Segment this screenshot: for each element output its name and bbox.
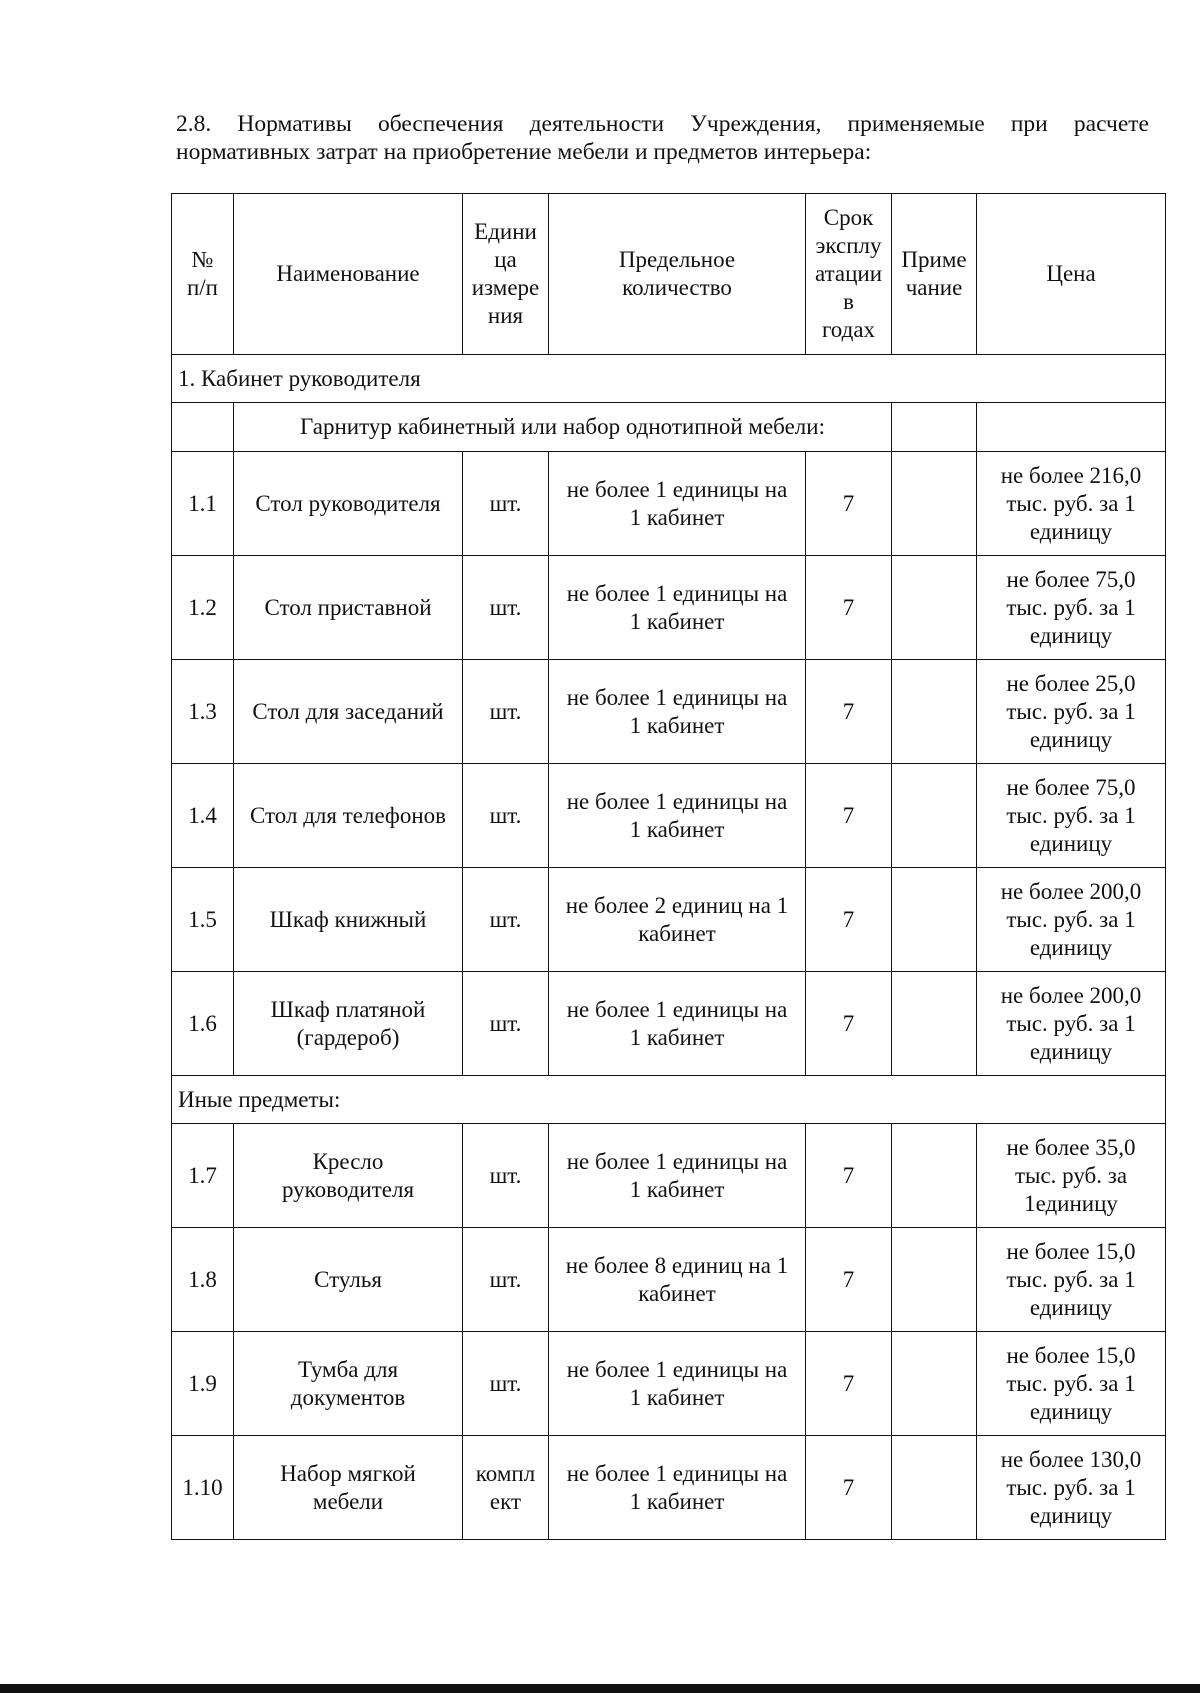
cell-term	[806, 764, 892, 868]
cell-num	[172, 972, 234, 1076]
cell-limit	[549, 1228, 806, 1332]
cell-num-text: 1.6	[188, 1010, 217, 1036]
cell-unit	[463, 452, 549, 556]
empty-cell	[977, 403, 1166, 452]
cell-term	[806, 972, 892, 1076]
cell-unit-text: шт.	[489, 594, 522, 620]
cell-name-text: Стол для заседаний	[252, 698, 444, 724]
cell-term-text: 7	[842, 1162, 855, 1188]
cell-num	[172, 660, 234, 764]
cell-price	[977, 660, 1166, 764]
cell-price	[977, 1332, 1166, 1436]
cell-term-text: 7	[842, 1370, 855, 1396]
cell-note	[892, 556, 977, 660]
cell-price-text: не более 15,0 тыс. руб. за 1 единицу	[1006, 1238, 1136, 1320]
cell-price-text: не более 200,0 тыс. руб. за 1 единицу	[1000, 982, 1142, 1064]
cell-unit-text: шт.	[489, 698, 522, 724]
table-row	[172, 660, 1166, 764]
furniture-norms-table	[171, 193, 1166, 1540]
section-row	[172, 1076, 1166, 1124]
cell-limit-text: не более 1 единицы на 1 кабинет	[566, 684, 788, 738]
cell-unit	[463, 972, 549, 1076]
cell-unit	[463, 868, 549, 972]
subheading-row	[172, 403, 1166, 452]
cell-price-text: не более 200,0 тыс. руб. за 1 единицу	[1000, 878, 1142, 960]
table-row	[172, 972, 1166, 1076]
cell-price	[977, 1436, 1166, 1540]
section-row	[172, 355, 1166, 403]
cell-term-text: 7	[842, 490, 855, 516]
section-title: 1. Кабинет руководителя	[172, 355, 1166, 403]
cell-unit	[463, 1124, 549, 1228]
cell-limit	[549, 452, 806, 556]
intro-line-1	[176, 110, 1149, 138]
cell-limit-text: не более 2 единиц на 1 кабинет	[565, 892, 789, 946]
bottom-border-line	[0, 1684, 1200, 1693]
cell-price	[977, 1124, 1166, 1228]
intro-line-2: нормативных затрат на приобретение мебели и предметов интерьера:	[176, 139, 872, 165]
empty-cell	[892, 403, 977, 452]
cell-term	[806, 1228, 892, 1332]
cell-limit	[549, 660, 806, 764]
header-name: Наименование	[234, 194, 463, 355]
cell-term	[806, 1436, 892, 1540]
cell-term-text: 7	[842, 802, 855, 828]
cell-num-text: 1.5	[188, 906, 217, 932]
intro-word: при	[1010, 111, 1048, 137]
cell-num-text: 1.3	[188, 698, 217, 724]
section-title: Иные предметы:	[172, 1076, 1166, 1124]
cell-unit-text: компл ект	[475, 1460, 536, 1514]
cell-limit-text: не более 1 единицы на 1 кабинет	[566, 1356, 788, 1410]
cell-name	[234, 1332, 463, 1436]
cell-name-text: Набор мягкой мебели	[280, 1460, 416, 1514]
cell-term-text: 7	[842, 698, 855, 724]
cell-price	[977, 556, 1166, 660]
cell-limit-text: не более 8 единиц на 1 кабинет	[565, 1252, 789, 1306]
cell-unit-text: шт.	[489, 906, 522, 932]
cell-unit	[463, 1332, 549, 1436]
cell-name-text: Стол руководителя	[255, 490, 441, 516]
cell-num	[172, 556, 234, 660]
cell-limit-text: не более 1 единицы на 1 кабинет	[566, 1460, 788, 1514]
cell-unit	[463, 660, 549, 764]
cell-num-text: 1.7	[188, 1162, 217, 1188]
cell-name-text: Шкаф платяной (гардероб)	[270, 996, 426, 1050]
cell-limit	[549, 764, 806, 868]
header-note: Приме чание	[892, 194, 977, 355]
cell-num	[172, 1124, 234, 1228]
cell-name-text: Шкаф книжный	[269, 906, 427, 932]
header-limit: Предельное количество	[549, 194, 806, 355]
intro-word: обеспечения	[377, 111, 504, 137]
cell-limit	[549, 1436, 806, 1540]
cell-num-text: 1.8	[188, 1266, 217, 1292]
cell-limit	[549, 1124, 806, 1228]
cell-name	[234, 452, 463, 556]
cell-unit-text: шт.	[489, 1010, 522, 1036]
table-row	[172, 868, 1166, 972]
cell-note	[892, 1436, 977, 1540]
cell-price	[977, 764, 1166, 868]
cell-name	[234, 1228, 463, 1332]
cell-num	[172, 1228, 234, 1332]
cell-limit-text: не более 1 единицы на 1 кабинет	[566, 996, 788, 1050]
cell-num	[172, 452, 234, 556]
cell-price-text: не более 35,0 тыс. руб. за 1единицу	[1006, 1134, 1136, 1216]
cell-name	[234, 556, 463, 660]
intro-word: деятельности	[529, 111, 665, 137]
cell-unit	[463, 1436, 549, 1540]
cell-term	[806, 660, 892, 764]
cell-unit-text: шт.	[489, 802, 522, 828]
cell-unit-text: шт.	[489, 1370, 522, 1396]
cell-name	[234, 660, 463, 764]
cell-num-text: 1.9	[188, 1370, 217, 1396]
cell-name-text: Стол для телефонов	[249, 802, 447, 828]
cell-num-text: 1.10	[182, 1474, 223, 1500]
header-row	[172, 194, 1166, 355]
cell-term-text: 7	[842, 1474, 855, 1500]
cell-num	[172, 1332, 234, 1436]
cell-price-text: не более 75,0 тыс. руб. за 1 единицу	[1006, 774, 1136, 856]
cell-name	[234, 764, 463, 868]
table-row	[172, 1228, 1166, 1332]
table-row	[172, 556, 1166, 660]
cell-price	[977, 1228, 1166, 1332]
cell-unit	[463, 764, 549, 868]
header-num: № п/п	[172, 194, 234, 355]
cell-name-text: Кресло руководителя	[281, 1148, 415, 1202]
cell-price	[977, 452, 1166, 556]
cell-limit	[549, 972, 806, 1076]
cell-limit-text: не более 1 единицы на 1 кабинет	[566, 580, 788, 634]
cell-term	[806, 868, 892, 972]
cell-limit-text: не более 1 единицы на 1 кабинет	[566, 788, 788, 842]
header-price: Цена	[977, 194, 1166, 355]
cell-term-text: 7	[842, 906, 855, 932]
cell-num	[172, 1436, 234, 1540]
cell-name-text: Стулья	[314, 1266, 382, 1292]
subheading-title: Гарнитур кабинетный или набор однотипной мебели:	[234, 403, 892, 452]
cell-term	[806, 1124, 892, 1228]
cell-unit	[463, 556, 549, 660]
header-unit: Едини ца измере ния	[463, 194, 549, 355]
cell-limit	[549, 1332, 806, 1436]
cell-name-text: Стол приставной	[264, 594, 432, 620]
table-row	[172, 764, 1166, 868]
cell-price	[977, 868, 1166, 972]
intro-word: расчете	[1073, 111, 1149, 137]
cell-unit	[463, 1228, 549, 1332]
cell-note	[892, 972, 977, 1076]
cell-note	[892, 764, 977, 868]
intro-word: 2.8.	[176, 111, 212, 137]
cell-price-text: не более 130,0 тыс. руб. за 1 единицу	[1000, 1446, 1142, 1528]
cell-limit-text: не более 1 единицы на 1 кабинет	[566, 1148, 788, 1202]
cell-term-text: 7	[842, 594, 855, 620]
cell-term	[806, 556, 892, 660]
cell-note	[892, 1228, 977, 1332]
cell-num-text: 1.1	[188, 490, 217, 516]
cell-name	[234, 972, 463, 1076]
cell-num-text: 1.4	[188, 802, 217, 828]
cell-note	[892, 660, 977, 764]
table-row	[172, 1436, 1166, 1540]
cell-note	[892, 1332, 977, 1436]
table-row	[172, 1124, 1166, 1228]
cell-note	[892, 1124, 977, 1228]
cell-unit-text: шт.	[489, 1266, 522, 1292]
cell-name	[234, 868, 463, 972]
intro-word: применяемые	[847, 111, 985, 137]
cell-name-text: Тумба для документов	[290, 1356, 406, 1410]
cell-price	[977, 972, 1166, 1076]
cell-name	[234, 1124, 463, 1228]
cell-unit-text: шт.	[489, 490, 522, 516]
cell-term-text: 7	[842, 1010, 855, 1036]
empty-cell	[172, 403, 234, 452]
cell-note	[892, 868, 977, 972]
table-row	[172, 452, 1166, 556]
cell-price-text: не более 75,0 тыс. руб. за 1 единицу	[1006, 566, 1136, 648]
intro-paragraph	[176, 110, 1149, 166]
cell-limit	[549, 868, 806, 972]
cell-num	[172, 868, 234, 972]
cell-price-text: не более 216,0 тыс. руб. за 1 единицу	[1000, 462, 1142, 544]
cell-num	[172, 764, 234, 868]
cell-limit	[549, 556, 806, 660]
intro-word: Учреждения,	[690, 111, 822, 137]
header-term: Срок эксплу атации в годах	[806, 194, 892, 355]
cell-note	[892, 452, 977, 556]
intro-word: Нормативы	[237, 111, 352, 137]
cell-unit-text: шт.	[489, 1162, 522, 1188]
cell-term	[806, 1332, 892, 1436]
cell-limit-text: не более 1 единицы на 1 кабинет	[566, 476, 788, 530]
cell-term-text: 7	[842, 1266, 855, 1292]
cell-price-text: не более 25,0 тыс. руб. за 1 единицу	[1006, 670, 1136, 752]
cell-price-text: не более 15,0 тыс. руб. за 1 единицу	[1006, 1342, 1136, 1424]
cell-num-text: 1.2	[188, 594, 217, 620]
table-row	[172, 1332, 1166, 1436]
cell-term	[806, 452, 892, 556]
cell-name	[234, 1436, 463, 1540]
